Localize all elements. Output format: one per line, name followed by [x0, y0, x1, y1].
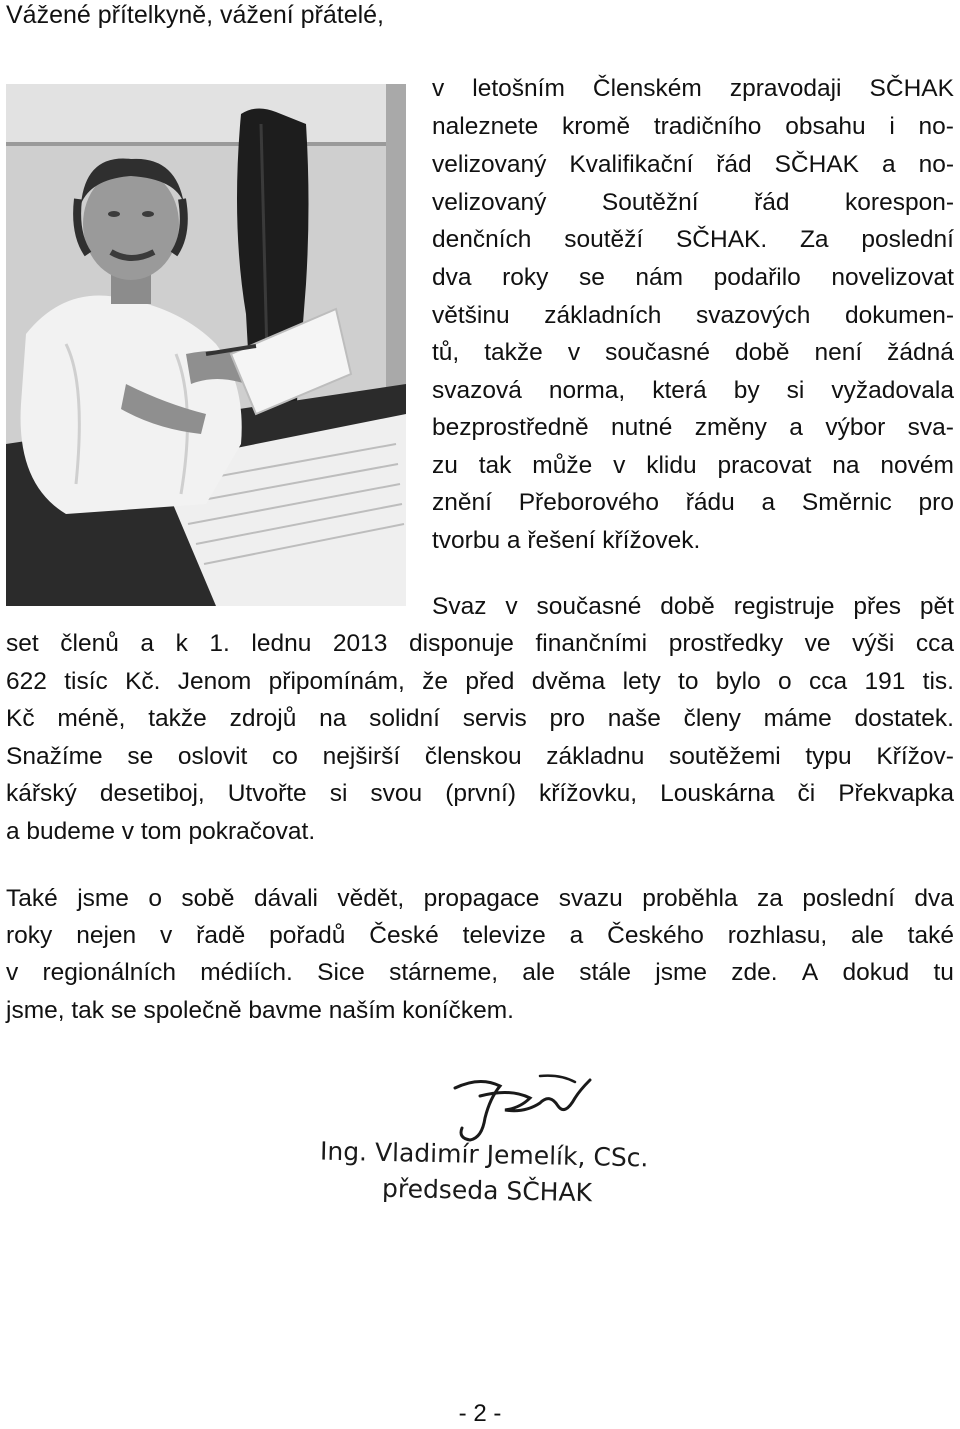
paragraph1-line: většinu základních svazových dokumen- [432, 302, 954, 329]
page-number: - 2 - [458, 1400, 502, 1427]
paragraph1-line: v letošním Členském zpravodaji SČHAK [432, 75, 954, 102]
paragraph1-line: velizovaný Kvalifikační řád SČHAK a no- [432, 151, 954, 178]
paragraph1-line: znění Přeborového řádu a Směrnic pro [432, 489, 954, 516]
signature-block [300, 1068, 700, 1218]
paragraph2-line: Snažíme se oslovit co nejširší členskou základnu soutěžemi typu Křížov- [6, 743, 954, 770]
paragraph3-line: v regionálních médiích. Sice stárneme, ale stále jsme zde. A dokud tu [6, 959, 954, 986]
paragraph2-line: Kč méně, takže zdrojů na solidní servis pro naše členy máme dostatek. [6, 705, 954, 732]
signature-name: Ing. Vladimír Jemelík, CSc. [319, 1136, 649, 1173]
paragraph3-line: roky nejen v řadě pořadů České televize a Českého rozhlasu, ale také [6, 922, 954, 949]
paragraph3-line: Také jsme o sobě dávali vědět, propagace svazu proběhla za poslední dva [6, 885, 954, 912]
signature-role: předseda SČHAK [381, 1173, 593, 1208]
handwritten-signature-icon [440, 1068, 620, 1148]
paragraph1-line: dva roky se nám podařilo novelizovat [432, 264, 954, 291]
paragraph1-line: zu tak může v klidu pracovat na novém [432, 452, 954, 479]
paragraph2-first-line: Svaz v současné době registruje přes pět [432, 593, 954, 620]
paragraph1-line: denčních soutěží SČHAK. Za poslední [432, 226, 954, 253]
paragraph2-line: a budeme v tom pokračovat. [6, 818, 316, 845]
paragraph1-line: velizovaný Soutěžní řád korespon- [432, 189, 954, 216]
portrait-photo [6, 84, 406, 606]
portrait-photo-icon [6, 84, 406, 606]
greeting: Vážené přítelkyně, vážení přátelé, [6, 1, 385, 29]
paragraph2-line: 622 tisíc Kč. Jenom připomínám, že před dvěma lety to bylo o cca 191 tis. [6, 668, 954, 695]
paragraph3-line: jsme, tak se společně bavme naším koníčkem. [6, 997, 514, 1024]
paragraph2-line: set členů a k 1. lednu 2013 disponuje finančními prostředky ve výši cca [6, 630, 954, 657]
paragraph1-line: tvorbu a řešení křížovek. [432, 527, 701, 554]
paragraph1-line: tů, takže v současné době není žádná [432, 339, 954, 366]
paragraph2-line: kářský desetiboj, Utvořte si svou (první) křížovku, Louskárna či Překvapka [6, 780, 954, 807]
paragraph1-line: bezprostředně nutné změny a výbor sva- [432, 414, 954, 441]
paragraph1-line: naleznete kromě tradičního obsahu i no- [432, 113, 954, 140]
paragraph1-line: svazová norma, která by si vyžadovala [432, 377, 954, 404]
